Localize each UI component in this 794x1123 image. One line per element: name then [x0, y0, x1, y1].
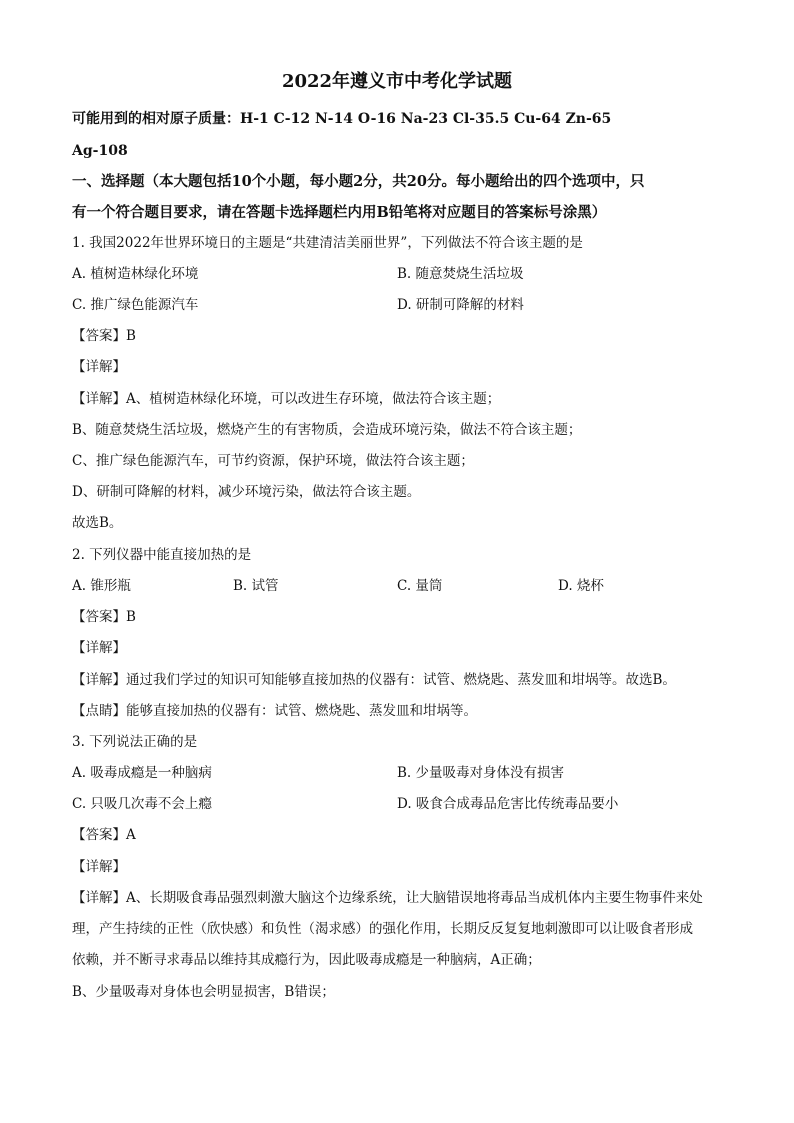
section-heading: 一、选择题（本大题包括10个小题，每小题2分，共20分。每小题给出的四个选项中，只: [72, 173, 645, 190]
question-1-detail-line: B、随意焚烧生活垃圾，燃烧产生的有害物质，会造成环境污染，做法不符合该主题；: [72, 422, 582, 438]
question-3-detail-heading: 【详解】: [72, 859, 126, 875]
question-3-detail-line: 依赖，并不断寻求毒品以维持其成瘾行为，因此吸毒成瘾是一种脑病，A正确；: [72, 952, 541, 968]
question-2-option-a: A. 锥形瓶: [72, 578, 131, 594]
question-3-option-c: C. 只吸几次毒不会上瘾: [72, 796, 212, 812]
question-1-detail-heading: 【详解】: [72, 359, 126, 375]
question-1-detail-line: D、研制可降解的材料，减少环境污染，做法符合该主题。: [72, 484, 421, 500]
section-heading-cont: 有一个符合题目要求，请在答题卡选择题栏内用B铅笔将对应题目的答案标号涂黑）: [72, 204, 607, 221]
question-2-option-c: C. 量筒: [397, 578, 443, 594]
question-2-option-b: B. 试管: [233, 578, 279, 594]
question-3-stem: 3. 下列说法正确的是: [72, 734, 198, 750]
question-3-option-a: A. 吸毒成瘾是一种脑病: [72, 765, 212, 781]
question-1-conclusion: 故选B。: [72, 515, 123, 531]
question-2-option-d: D. 烧杯: [558, 578, 604, 594]
question-1-option-a: A. 植树造林绿化环境: [72, 266, 199, 282]
question-3-detail-line: 理，产生持续的正性（欣快感）和负性（渴求感）的强化作用，长期反反复复地刺激即可以让吸食者形成: [72, 921, 693, 937]
question-1-detail-line: C、推广绿色能源汽车，可节约资源，保护环境，做法符合该主题；: [72, 453, 474, 469]
question-3-option-d: D. 吸食合成毒品危害比传统毒品要小: [397, 796, 619, 812]
question-1-option-d: D. 研制可降解的材料: [397, 297, 524, 313]
question-2-stem: 2. 下列仪器中能直接加热的是: [72, 547, 252, 563]
question-3-detail-line: 【详解】A、长期吸食毒品强烈刺激大脑这个边缘系统，让大脑错误地将毒品当成机体内主要生物事件来处: [72, 890, 703, 906]
question-2-tip: 【点睛】能够直接加热的仪器有：试管、燃烧匙、蒸发皿和坩埚等。: [72, 703, 477, 719]
question-3-answer: 【答案】A: [72, 827, 136, 843]
question-1-stem: 1. 我国2022年世界环境日的主题是“共建清洁美丽世界”，下列做法不符合该主题的是: [72, 235, 583, 251]
question-1-option-c: C. 推广绿色能源汽车: [72, 297, 199, 313]
question-1-detail-line: 【详解】A、植树造林绿化环境，可以改进生存环境，做法符合该主题；: [72, 391, 501, 407]
question-1-answer: 【答案】B: [72, 328, 136, 344]
atomic-masses-line: 可能用到的相对原子质量：H-1 C-12 N-14 O-16 Na-23 Cl-35.5 Cu-64 Zn-65: [72, 111, 612, 127]
atomic-masses-line-cont: Ag-108: [72, 143, 128, 159]
page-title: 2022年遵义市中考化学试题: [281, 71, 513, 92]
question-2-detail-heading: 【详解】: [72, 640, 126, 656]
question-3-option-b: B. 少量吸毒对身体没有损害: [397, 765, 565, 781]
question-2-detail-line: 【详解】通过我们学过的知识可知能够直接加热的仪器有：试管、燃烧匙、蒸发皿和坩埚等。故选B。: [72, 672, 676, 688]
question-2-answer: 【答案】B: [72, 609, 136, 625]
question-1-option-b: B. 随意焚烧生活垃圾: [397, 266, 524, 282]
question-3-detail-line: B、少量吸毒对身体也会明显损害，B错误；: [72, 984, 335, 1000]
